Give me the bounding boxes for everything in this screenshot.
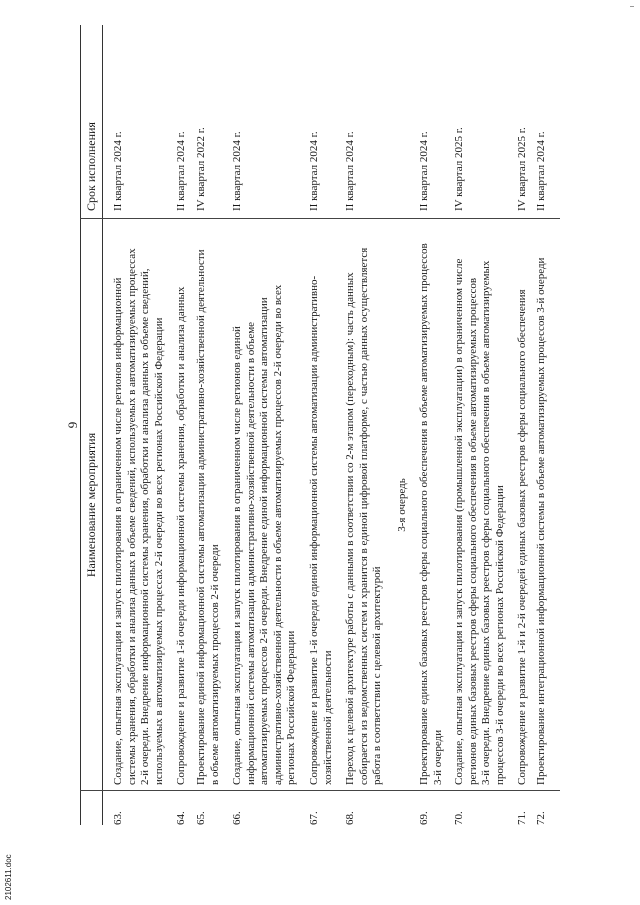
row-line: Проектирование интеграционной информационной системы в объеме автоматизируемых процессов 3-й очереди <box>535 257 547 785</box>
row-line: 2-й очереди. Внедрение информационной системы хранения, обработки и анализа данных в объеме сведений, <box>139 268 151 785</box>
row-line: 3-й очереди. Внедрение единых базовых реестров сферы социального обеспечения в объеме автоматизируемых <box>480 260 492 785</box>
row-line: Создание, опытная эксплуатация и запуск пилотирования в ограниченном числе регионов единой <box>231 326 243 785</box>
row-number: 69. <box>418 811 430 825</box>
row-term: II квартал 2024 г. <box>231 131 243 211</box>
row-line: хозяйственной деятельности <box>321 650 334 785</box>
row-name <box>344 225 385 785</box>
row-term: II квартал 2024 г. <box>418 131 430 211</box>
row-number: 66. <box>231 811 243 825</box>
row-line: в объеме автоматизируемых процессов 2-й очереди <box>208 544 221 785</box>
row-line: информационной системы автоматизации административно-хозяйственной деятельности в объеме <box>244 321 257 785</box>
row-line: работа в соответствии с целевой архитектурой <box>371 566 383 785</box>
row-term: IV квартал 2022 г. <box>195 127 207 211</box>
row-number: 63. <box>112 811 124 825</box>
row-line: регионах Российской Федерации <box>285 630 297 785</box>
row-line: Сопровождение и развитие 1-й очереди единой информационной системы автоматизации административно- <box>308 275 320 785</box>
row-number: 68. <box>344 811 356 825</box>
row-number: 65. <box>195 811 207 825</box>
header-term: Срок исполнения <box>84 122 98 211</box>
row-term: IV квартал 2025 г. <box>453 127 465 211</box>
row-number: 72. <box>535 811 547 825</box>
row-line: Сопровождение и развитие 1-й очереди информационной системы хранения, обработки и анализа данных <box>175 286 187 785</box>
row-name <box>195 225 222 785</box>
row-line: Сопровождение и развитие 1-й и 2-й очередей единых базовых реестров сферы социального обеспечения <box>516 289 528 785</box>
row-line: Проектирование единой информационной системы автоматизации административно-хозяйственной деятельности <box>195 249 207 785</box>
row-line: регионов единых базовых реестров сферы социального обеспечения в объеме автоматизируемых процессов <box>466 277 479 785</box>
row-name <box>418 225 445 785</box>
row-line: Проектирование единых базовых реестров сферы социального обеспечения в объеме автоматизируемых процессов <box>418 243 430 785</box>
row-name <box>535 225 549 785</box>
row-line: Создание, опытная эксплуатация и запуск пилотирования (промышленной эксплуатации) в ограниченном числе <box>453 258 465 785</box>
row-name <box>308 225 335 785</box>
row-line: Переход к целевой архитектуре работы с данными в соответствии со 2-м этапом (переходным): часть данных <box>344 272 356 785</box>
row-number: 67. <box>308 811 320 825</box>
row-line: процессов 3-й очереди во всех регионах Российской Федерации <box>493 485 506 785</box>
column-divider-term <box>80 218 560 219</box>
header-bottom-rule <box>102 25 103 825</box>
row-term: IV квартал 2025 г. <box>516 127 528 211</box>
row-term: II квартал 2024 г. <box>175 131 187 211</box>
row-term: II квартал 2024 г. <box>344 131 356 211</box>
row-number: 70. <box>453 811 465 825</box>
row-name <box>175 225 189 785</box>
row-line: 3-й очереди <box>431 729 444 785</box>
row-line: используемых в автоматизируемых процессах 2-й очереди во всех регионах Российской Федерации <box>152 317 165 785</box>
row-line: автоматизируемых процессов 2-й очереди. Внедрение единой информационной системы автоматизации <box>258 297 270 785</box>
document-code: 2102611.doc <box>4 854 13 900</box>
row-name <box>516 225 530 785</box>
row-line: системы хранения, обработки и анализа данных в объеме сведений, используемых в автоматизируемых процессах <box>125 248 138 785</box>
page-number: 9 <box>65 421 80 429</box>
rotated-table-sheet <box>60 25 560 825</box>
table-top-rule <box>80 25 81 825</box>
row-term: II квартал 2024 г. <box>535 131 547 211</box>
corner-mark <box>630 6 634 7</box>
row-term: II квартал 2024 г. <box>112 131 124 211</box>
header-name: Наименование мероприятия <box>84 432 98 578</box>
row-line: собирается из ведомственных систем и хранится в единой цифровой платформе, с частью данных осуществляется <box>357 247 370 785</box>
row-number: 71. <box>516 811 528 825</box>
row-term: II квартал 2024 г. <box>308 131 320 211</box>
row-name <box>112 225 166 785</box>
row-name <box>231 225 299 785</box>
row-line: административно-хозяйственной деятельности в объеме автоматизируемых процессов 2-й очереди во всех <box>271 284 284 785</box>
column-divider-num <box>80 790 560 791</box>
row-line: Создание, опытная эксплуатация и запуск пилотирования в ограниченном числе регионов информационной <box>112 277 124 785</box>
row-name <box>453 225 507 785</box>
queue-heading: 3-я очередь <box>396 478 408 532</box>
row-number: 64. <box>175 811 187 825</box>
